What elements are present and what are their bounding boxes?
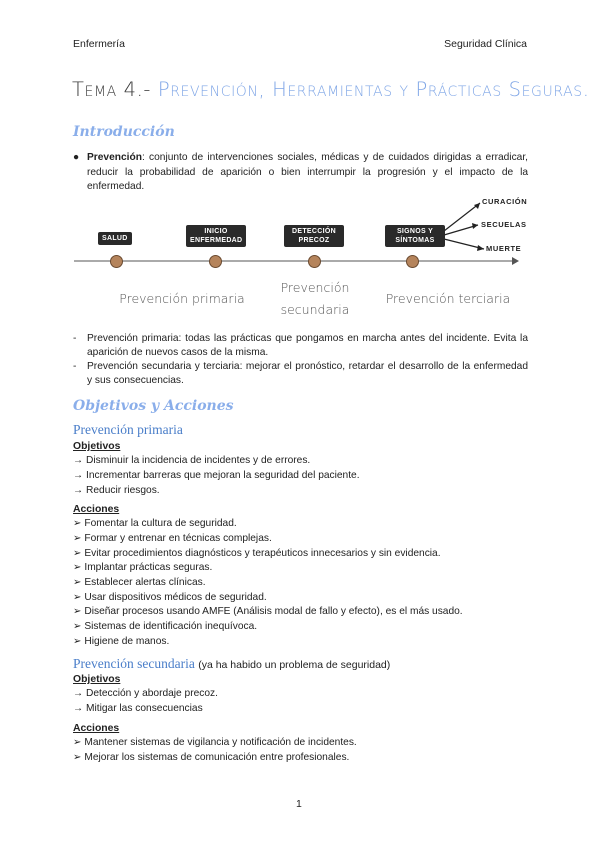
level-secundaria: Prevención secundaria <box>280 280 350 317</box>
secundaria-objetivo: → Detección y abordaje precoz. <box>73 688 218 699</box>
primaria-accion: ➢ Evitar procedimientos diagnósticos y terapéuticos innecesarios y sin evidencia. <box>73 548 441 559</box>
primaria-objetivo: → Incrementar barreras que mejoran la seguridad del paciente. <box>73 470 360 481</box>
dash-marker: - <box>73 333 77 344</box>
secundaria-accion: ➢ Mantener sistemas de vigilancia y notificación de incidentes. <box>73 737 357 748</box>
stage-signos-sintomas: SIGNOS Y SÍNTOMAS <box>385 225 445 247</box>
level-desc-text: Prevención secundaria y terciaria: mejorar el pronóstico, retardar el desarrollo de la enfermedad y sus consecuencias. <box>87 361 528 387</box>
level-primaria: Prevención primaria <box>119 291 245 306</box>
timeline-dot-1 <box>110 255 123 268</box>
outcome-curacion: CURACIÓN <box>482 197 528 206</box>
primaria-objetivos-label: Objetivos <box>73 441 121 452</box>
dash-marker: - <box>73 361 77 372</box>
primaria-objetivo: → Reducir riesgos. <box>73 485 160 496</box>
timeline-dot-2 <box>209 255 222 268</box>
primaria-accion: ➢ Higiene de manos. <box>73 636 170 647</box>
secundaria-objetivos-label: Objetivos <box>73 674 121 685</box>
secundaria-objetivo: → Mitigar las consecuencias <box>73 703 203 714</box>
page-number: 1 <box>296 798 302 810</box>
outcome-arrowhead-secuelas <box>472 223 478 229</box>
intro-definition: : conjunto de intervenciones sociales, médicas y de cuidados dirigidas a erradicar, reducir la probabilidad de aparición o bien interrumpir la progresión y el impacto de la enfermedad. <box>87 152 528 192</box>
primaria-accion: ➢ Formar y entrenar en técnicas complejas. <box>73 533 272 544</box>
level-desc-2 <box>73 360 528 388</box>
primaria-accion: ➢ Diseñar procesos usando AMFE (Análisis modal de fallo y efecto), es el más usado. <box>73 606 463 617</box>
primaria-accion: ➢ Implantar prácticas seguras. <box>73 562 213 573</box>
stage-salud: SALUD <box>98 232 132 245</box>
page-title <box>72 78 590 101</box>
primaria-accion: ➢ Fomentar la cultura de seguridad. <box>73 518 237 529</box>
timeline-dot-4 <box>406 255 419 268</box>
primaria-accion: ➢ Usar dispositivos médicos de seguridad. <box>73 592 267 603</box>
primaria-accion: ➢ Establecer alertas clínicas. <box>73 577 206 588</box>
secundaria-acciones-label: Acciones <box>73 723 120 734</box>
primaria-objetivo: → Disminuir la incidencia de incidentes y de errores. <box>73 455 311 466</box>
prevention-diagram <box>72 195 528 320</box>
secundaria-heading <box>73 656 390 672</box>
intro-heading: Introducción <box>73 124 175 140</box>
intro-term: Prevención <box>87 152 142 163</box>
outcome-arrowhead-muerte <box>477 245 484 251</box>
stage-deteccion-precoz: DETECCIÓN PRECOZ <box>284 225 344 247</box>
primaria-heading: Prevención primaria <box>73 422 183 437</box>
secundaria-note: (ya ha habido un problema de seguridad) <box>198 659 391 671</box>
primaria-acciones-label: Acciones <box>73 504 120 515</box>
secundaria-accion: ➢ Mejorar los sistemas de comunicación entre profesionales. <box>73 752 350 763</box>
outcome-secuelas: SECUELAS <box>481 220 527 229</box>
timeline-dot-3 <box>308 255 321 268</box>
secundaria-title: Prevención secundaria <box>73 656 195 671</box>
objetivos-acciones-heading: Objetivos y Acciones <box>73 398 234 414</box>
level-terciaria: Prevención terciaria <box>385 291 511 306</box>
title-main: Prevención, Herramientas y Prácticas Seguras. <box>157 78 590 101</box>
header-right: Seguridad Clínica <box>444 38 527 50</box>
title-prefix: Tema 4.- <box>72 78 152 101</box>
outcome-muerte: MUERTE <box>486 244 522 253</box>
level-desc-1 <box>73 332 528 360</box>
primaria-accion: ➢ Sistemas de identificación inequívoca. <box>73 621 258 632</box>
stage-inicio-enfermedad: INICIO ENFERMEDAD <box>186 225 246 247</box>
intro-bullet <box>73 151 528 195</box>
level-desc-text: Prevención primaria: todas las prácticas que pongamos en marcha antes del incidente. Evita la aparición de nuevos casos de la misma. <box>87 333 528 359</box>
outcome-arrowhead-curacion <box>474 203 480 209</box>
header-left: Enfermería <box>73 38 125 50</box>
bullet-dot: ● <box>73 152 80 163</box>
timeline-arrowhead <box>512 257 519 265</box>
